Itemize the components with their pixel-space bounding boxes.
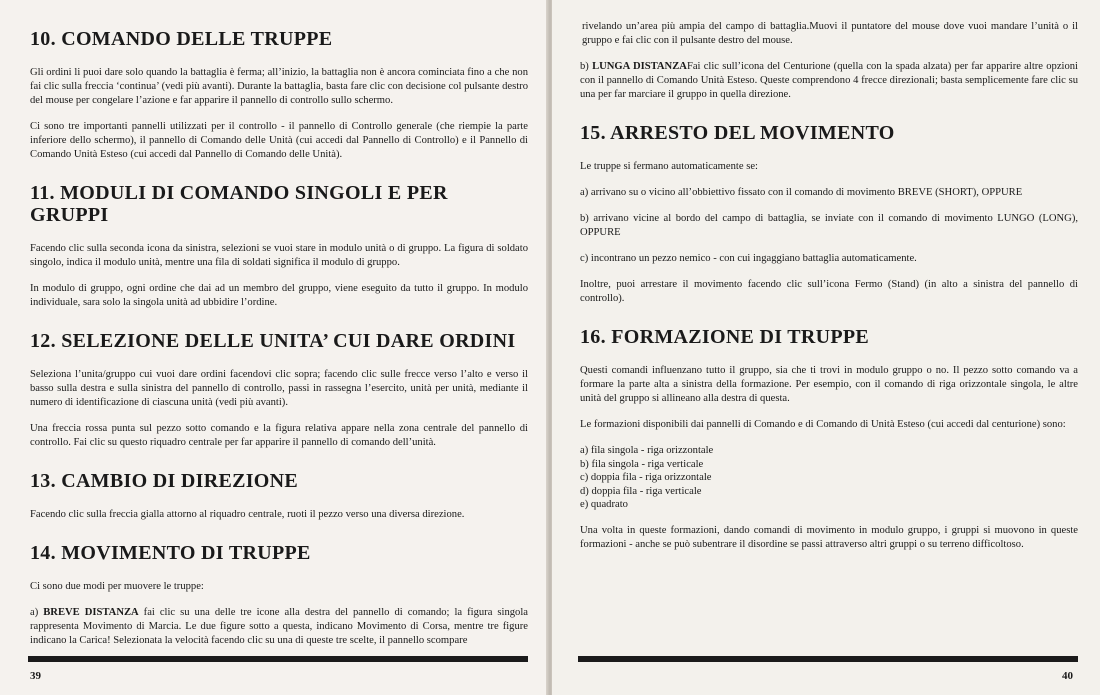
formation-list <box>580 444 1078 512</box>
item-prefix: b) <box>580 61 593 72</box>
section-15-paragraph-1: Le truppe si fermano automaticamente se: <box>580 161 758 172</box>
continued-paragraph-1: rivelando un’area più ampia del campo di battaglia.Muovi il puntatore del mouse dove vuoi mandare l’unità o il gruppo e fai clic con il pulsante destro del mouse. <box>582 21 1078 46</box>
section-11-paragraph-2: In modulo di gruppo, ogni ordine che dai ad un membro del gruppo, viene eseguito da tutto il gruppo. In modulo individuale, sara solo la singola unità ad ubbidire l’ordine. <box>30 283 528 308</box>
list-item: c) doppia fila - riga orizzontale <box>580 472 712 483</box>
section-10 <box>30 28 528 162</box>
right-page <box>552 0 1100 695</box>
section-12-paragraph-2: Una freccia rossa punta sul pezzo sotto comando e la figura relativa appare nella zona centrale del pannello di controllo. Fai clic su questo riquadro centrale per far apparire il pannello di comando dell’unità. <box>30 423 528 448</box>
left-page <box>0 0 548 695</box>
section-12 <box>30 330 528 450</box>
long-distance-text: Fai clic sull’icona del Centurione (quella con la spada alzata) per far apparire altre opzioni con il pannello di Comando Unità Esteso. Queste comprendono 4 frecce direzionali; basta semplicemente fare clic su una per far marciare il gruppo in quella direzione. <box>580 61 1078 100</box>
list-item: b) fila singola - riga verticale <box>580 458 704 470</box>
section-16-paragraph-3: Una volta in queste formazioni, dando comandi di movimento in modulo gruppo, i gruppi si muovono in queste formazioni - anche se può subentrare il disordine se passi attraverso altri gruppi o su terreno difficoltoso. <box>580 524 1078 550</box>
section-10-title: 10. COMANDO DELLE TRUPPE <box>30 28 333 50</box>
page-footer-rule <box>28 656 528 662</box>
page-number: 40 <box>1062 670 1073 682</box>
section-16-paragraph-2: Le formazioni disponibili dai pannelli di Comando e di Comando di Unità Esteso (cui accedi dal centurione) sono: <box>580 419 1066 430</box>
list-item: d) doppia fila - riga verticale <box>580 485 702 497</box>
section-13-title: 13. CAMBIO DI DIREZIONE <box>30 470 299 492</box>
short-distance-text: fai clic su una delle tre icone alla destra del pannello di comando; la figura singola rappresenta Movimento di Marcia. Le due figure sotto a questa, indicano Movimento di Corsa, mentre tre figure indicano la Carica! Selezionata la velocità facendo clic su una di queste tre scelte, il pannello scompare <box>30 607 528 646</box>
section-12-paragraph-1: Seleziona l’unita/gruppo cui vuoi dare ordini facendovi clic sopra; facendo clic sulle frecce verso l’alto e verso il basso sulla destra e sulla sinistra del pannello di controllo, passi in rassegna l’esercito, unità per unità, mediante il numero di identificazione di ciascuna unità (vedi più avanti). <box>30 369 528 408</box>
page-number: 39 <box>30 670 41 682</box>
right-column <box>580 20 1078 572</box>
section-14-title: 14. MOVIMENTO DI TRUPPE <box>30 542 311 564</box>
list-item: e) quadrato <box>580 499 628 510</box>
page-footer-rule <box>578 656 1078 662</box>
item-prefix: a) <box>30 607 44 618</box>
section-16 <box>580 326 1078 552</box>
section-15-paragraph-3: b) arrivano vicine al bordo del campo di battaglia, se inviate con il comando di movimento LUNGO (LONG), OPPURE <box>580 213 1078 238</box>
section-14 <box>30 542 528 648</box>
section-15-paragraph-5: Inoltre, puoi arrestare il movimento facendo clic sull’icona Fermo (Stand) (in alto a sinistra del pannello di controllo). <box>580 279 1078 304</box>
section-14-continued <box>580 20 1078 102</box>
section-11-title: 11. MODULI DI COMANDO SINGOLI E PER GRUPPI <box>30 182 448 226</box>
long-distance-term: LUNGA DISTANZA <box>592 61 687 72</box>
section-13 <box>30 470 528 522</box>
section-13-paragraph-1: Facendo clic sulla freccia gialla attorno al riquadro centrale, ruoti il pezzo verso una diversa direzione. <box>30 509 465 520</box>
section-15-title: 15. ARRESTO DEL MOVIMENTO <box>580 122 895 144</box>
section-14-paragraph-1: Ci sono due modi per muovere le truppe: <box>30 581 204 592</box>
list-item: a) fila singola - riga orizzontale <box>580 445 714 456</box>
section-11 <box>30 182 528 310</box>
section-11-paragraph-1: Facendo clic sulla seconda icona da sinistra, selezioni se vuoi stare in modulo unità o di gruppo. La figura di soldato singolo, indica il modulo unità, mentre una fila di soldati significa il modulo di gruppo. <box>30 243 528 268</box>
section-10-paragraph-2: Ci sono tre importanti pannelli utilizzati per il controllo - il pannello di Controllo generale (che riempie la parte inferiore dello schermo), il pannello di Comando delle Unità (cui accedi dal Pannello di Controllo) e il Pannello di Comando Unità Esteso (cui accedi dal Pannello di Comando delle Unità). <box>30 121 528 160</box>
section-15 <box>580 122 1078 306</box>
section-15-paragraph-4: c) incontrano un pezzo nemico - con cui ingaggiano battaglia automaticamente. <box>580 253 917 264</box>
section-12-title: 12. SELEZIONE DELLE UNITA’ CUI DARE ORDINI <box>30 330 516 352</box>
section-15-paragraph-2: a) arrivano su o vicino all’obbiettivo fissato con il comando di movimento BREVE (SHORT), OPPURE <box>580 187 1023 198</box>
section-16-title: 16. FORMAZIONE DI TRUPPE <box>580 326 870 348</box>
section-16-paragraph-1: Questi comandi influenzano tutto il gruppo, sia che ti trovi in modulo gruppo o no. Il pezzo sotto comando va a formare la parte alta a sinistra della formazione. Per esempio, con il comando di riga orizzontale singola, le altre unità del gruppo si allineano alla destra di questa. <box>580 365 1078 404</box>
short-distance-term: BREVE DISTANZA <box>43 607 139 618</box>
left-column <box>30 28 528 668</box>
section-14-paragraph-2 <box>30 606 528 648</box>
section-10-paragraph-1: Gli ordini li puoi dare solo quando la battaglia è ferma; all’inizio, la battaglia non è ancora cominciata fino a che non fai clic sulla freccia ‘continua’ (vedi più avanti). Durante la battaglia, basta fare clic con decisione col pulsante destro del mouse per congelare l’azione e far apparire il pannello di controllo sullo schermo. <box>30 67 528 106</box>
continued-paragraph-2 <box>580 60 1078 102</box>
